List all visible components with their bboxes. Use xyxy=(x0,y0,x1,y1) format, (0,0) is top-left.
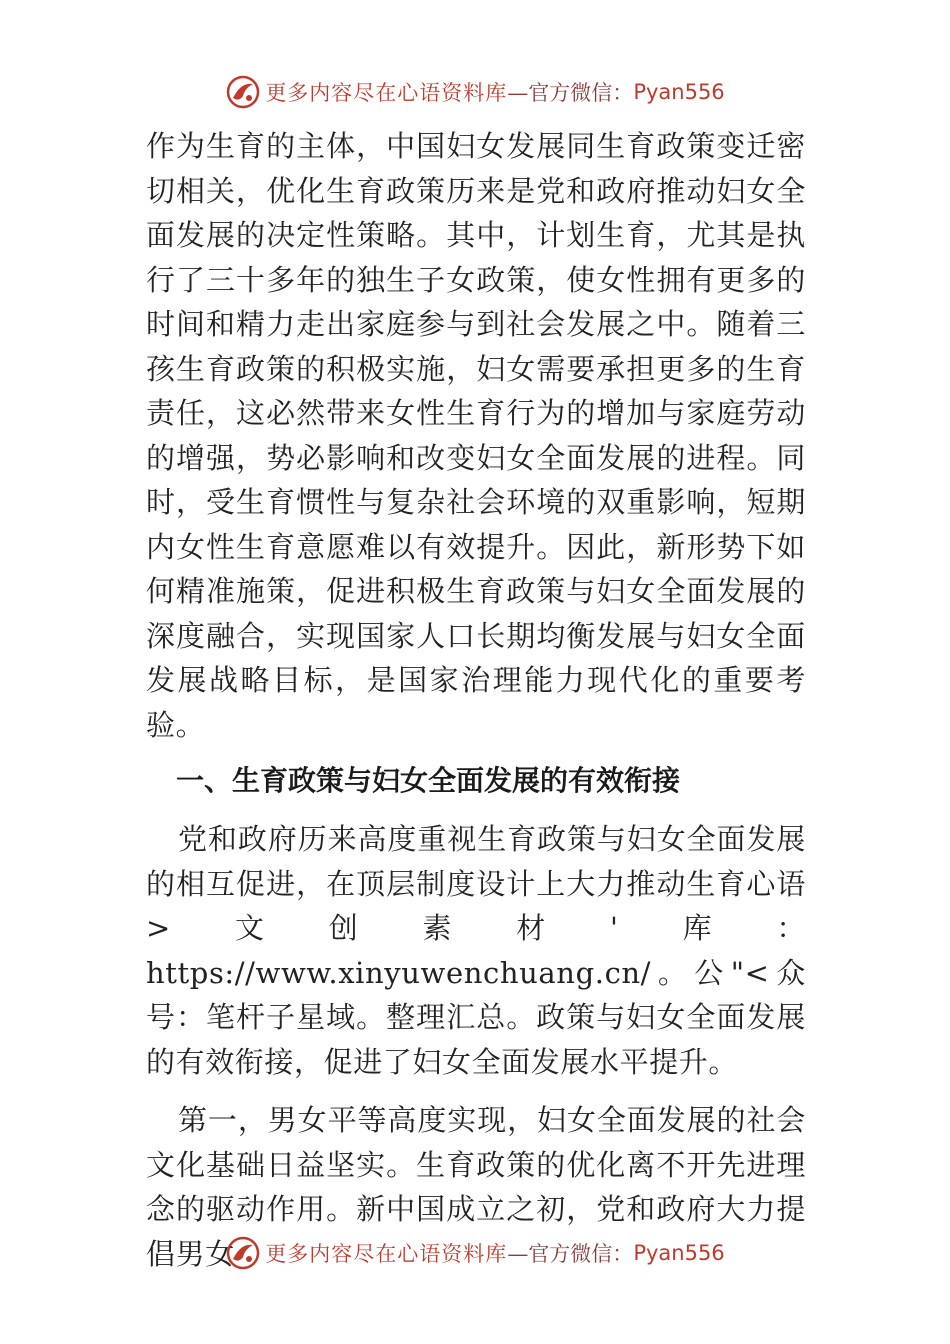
header-banner xyxy=(0,72,950,112)
brand-logo-icon xyxy=(225,74,261,110)
footer-banner xyxy=(0,1233,950,1273)
brand-logo-icon xyxy=(225,1235,261,1271)
footer-wechat-id: Pyan556 xyxy=(633,1241,725,1265)
paragraph-3: 第一，男女平等高度实现，妇女全面发展的社会文化基础日益坚实。生育政策的优化离不开先进理念的驱动作用。新中国成立之初，党和政府大力提倡男女 xyxy=(146,1103,806,1271)
header-dash: —官方微信： xyxy=(507,81,634,105)
footer-title: 更多内容尽在心语资料库 xyxy=(265,1242,508,1266)
paragraph-1: 作为生育的主体，中国妇女发展同生育政策变迁密切相关，优化生育政策历来是党和政府推动妇女全面发展的决定性策略。其中，计划生育，尤其是执行了三十多年的独生子女政策，使女性拥有更多的时间和精力走出家庭参与到社会发展之中。随着三孩生育政策的积极实施，妇女需要承担更多的生育责任，这必然带来女性生育行为的增加与家庭劳动的增强，势必影响和改变妇女全面发展的进程。同时，受生育惯性与复杂社会环境的双重影响，短期内女性生育意愿难以有效提升。因此，新形势下如何精准施策，促进积极生育政策与妇女全面发展的深度融合，实现国家人口长期均衡发展与妇女全面发展战略目标，是国家治理能力现代化的重要考验。 xyxy=(146,129,806,742)
footer-dash: —官方微信： xyxy=(507,1242,634,1266)
paragraph-2: 党和政府历来高度重视生育政策与妇女全面发展的相互促进，在顶层制度设计上大力推动生育心语>文创素材'库：https://www.xinyuwenchuang.cn/。公"<众号：笔杆子星域。整理汇总。政策与妇女全面发展的有效衔接，促进了妇女全面发展水平提升。 xyxy=(146,822,806,1079)
header-wechat-id: Pyan556 xyxy=(633,80,725,104)
header-title: 更多内容尽在心语资料库 xyxy=(265,81,508,105)
document-body xyxy=(146,124,806,1276)
section-heading-1: 一、生育政策与妇女全面发展的有效衔接 xyxy=(176,764,681,797)
